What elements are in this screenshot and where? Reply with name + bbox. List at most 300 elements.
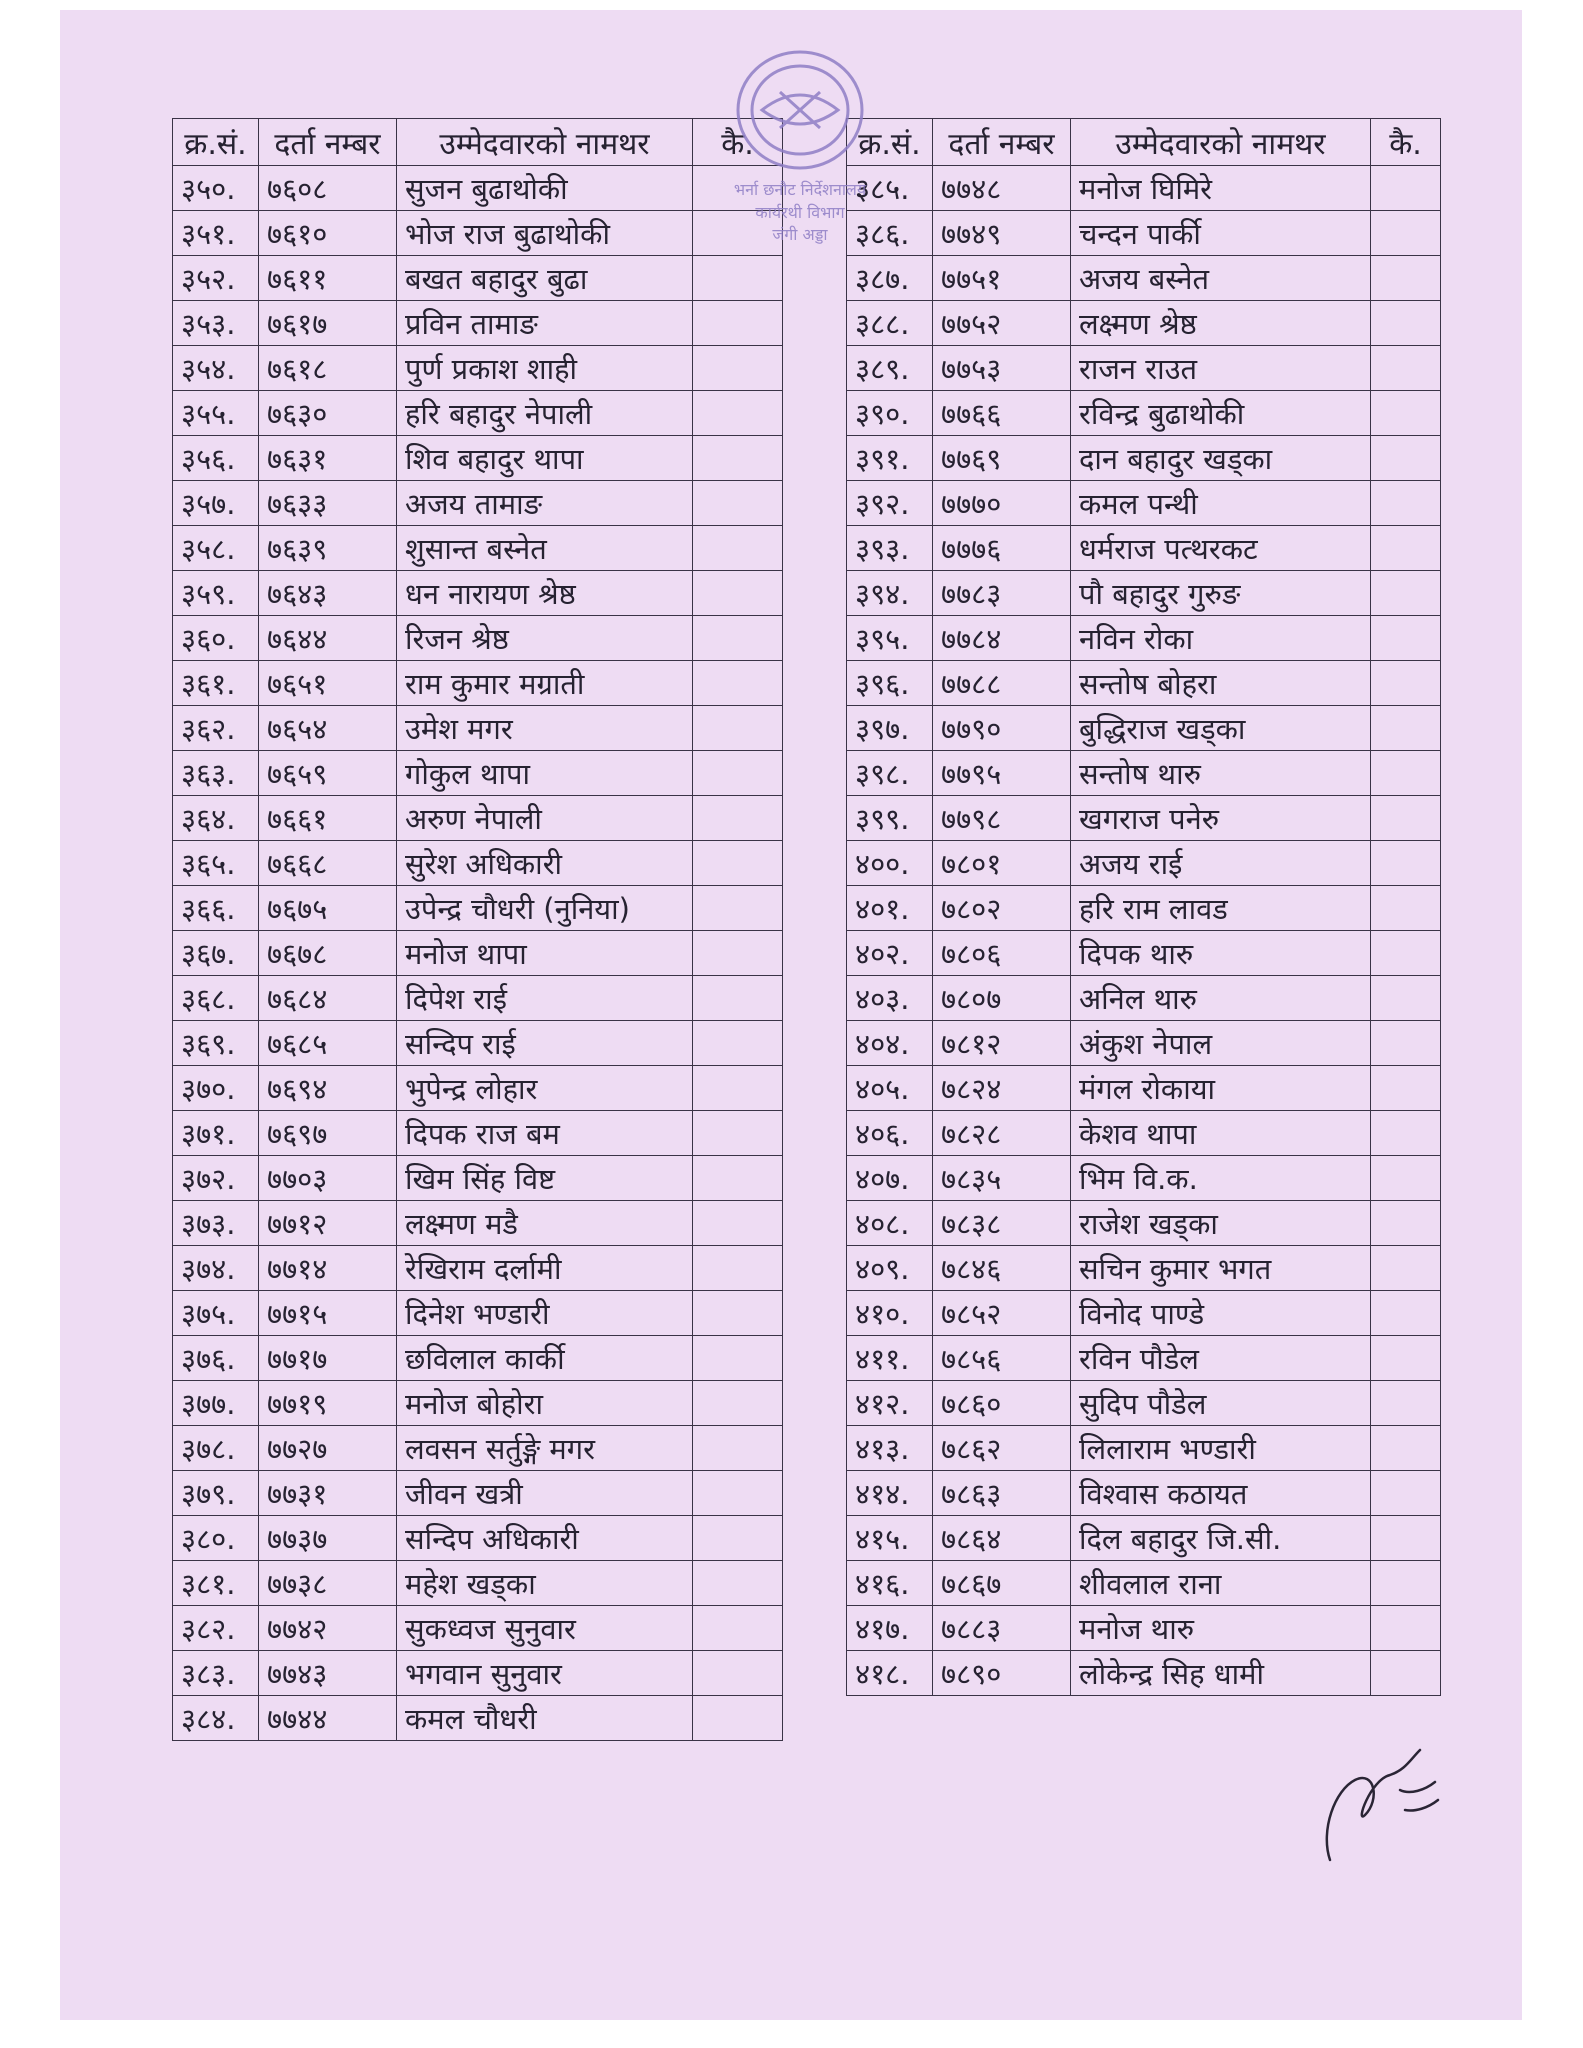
serial-number-cell: ४१४.	[847, 1471, 933, 1516]
serial-number-cell: ३८८.	[847, 301, 933, 346]
serial-number-cell: ३५५.	[173, 391, 259, 436]
registration-number-cell: ७८५२	[933, 1291, 1071, 1336]
serial-number-cell: ३७४.	[173, 1246, 259, 1291]
candidate-name-cell: प्रविन तामाङ	[397, 301, 693, 346]
registration-number-cell: ७८३८	[933, 1201, 1071, 1246]
registration-number-cell: ७७१४	[259, 1246, 397, 1291]
table-row	[173, 391, 783, 436]
registration-number-cell: ७७९०	[933, 706, 1071, 751]
table-row	[173, 571, 783, 616]
remarks-cell	[693, 1471, 783, 1516]
serial-number-cell: ४१३.	[847, 1426, 933, 1471]
serial-number-cell: ४१७.	[847, 1606, 933, 1651]
serial-number-cell: ३९२.	[847, 481, 933, 526]
registration-number-cell: ७६८५	[259, 1021, 397, 1066]
table-row	[173, 931, 783, 976]
remarks-cell	[1371, 1561, 1441, 1606]
table-row	[847, 1201, 1441, 1246]
candidate-table-left	[172, 118, 783, 1741]
candidate-name-cell: सन्दिप अधिकारी	[397, 1516, 693, 1561]
registration-number-cell: ७६५४	[259, 706, 397, 751]
candidate-name-cell: भुपेन्द्र लोहार	[397, 1066, 693, 1111]
serial-number-cell: ४०४.	[847, 1021, 933, 1066]
table-row	[173, 1381, 783, 1426]
serial-number-cell: ३७१.	[173, 1111, 259, 1156]
remarks-cell	[693, 391, 783, 436]
registration-number-cell: ७७२७	[259, 1426, 397, 1471]
candidate-name-cell: धर्मराज पत्थरकट	[1071, 526, 1371, 571]
registration-number-cell: ७७१७	[259, 1336, 397, 1381]
registration-number-cell: ७८०७	[933, 976, 1071, 1021]
serial-number-cell: ४०६.	[847, 1111, 933, 1156]
remarks-cell	[1371, 166, 1441, 211]
table-row	[847, 1021, 1441, 1066]
remarks-cell	[1371, 571, 1441, 616]
remarks-cell	[1371, 1156, 1441, 1201]
serial-number-cell: ४०१.	[847, 886, 933, 931]
serial-number-cell: ३५१.	[173, 211, 259, 256]
remarks-cell	[1371, 931, 1441, 976]
table-row	[847, 1111, 1441, 1156]
registration-number-cell: ७८०६	[933, 931, 1071, 976]
remarks-cell	[693, 841, 783, 886]
serial-number-cell: ३९४.	[847, 571, 933, 616]
remarks-cell	[1371, 1021, 1441, 1066]
serial-number-cell: ४०७.	[847, 1156, 933, 1201]
table-row	[847, 1516, 1441, 1561]
remarks-cell	[1371, 391, 1441, 436]
candidate-name-cell: रेखिराम दर्लामी	[397, 1246, 693, 1291]
candidate-name-cell: नविन रोका	[1071, 616, 1371, 661]
registration-number-cell: ७७६९	[933, 436, 1071, 481]
remarks-cell	[693, 1246, 783, 1291]
table-row	[847, 301, 1441, 346]
table-row	[847, 796, 1441, 841]
header-remarks: कै.	[693, 119, 783, 166]
table-row	[173, 1021, 783, 1066]
remarks-cell	[1371, 1516, 1441, 1561]
remarks-cell	[693, 616, 783, 661]
table-row	[173, 1426, 783, 1471]
candidate-name-cell: विश्वास कठायत	[1071, 1471, 1371, 1516]
candidate-name-cell: रिजन श्रेष्ठ	[397, 616, 693, 661]
candidate-name-cell: विनोद पाण्डे	[1071, 1291, 1371, 1336]
candidate-name-cell: खगराज पनेरु	[1071, 796, 1371, 841]
candidate-name-cell: उमेश मगर	[397, 706, 693, 751]
table-row	[173, 886, 783, 931]
serial-number-cell: ३८५.	[847, 166, 933, 211]
candidate-name-cell: मनोज बोहोरा	[397, 1381, 693, 1426]
remarks-cell	[693, 256, 783, 301]
serial-number-cell: ३८७.	[847, 256, 933, 301]
registration-number-cell: ७७५२	[933, 301, 1071, 346]
remarks-cell	[693, 1021, 783, 1066]
table-row	[173, 211, 783, 256]
candidate-name-cell: दिपक थारु	[1071, 931, 1371, 976]
table-row	[173, 1111, 783, 1156]
table-row	[173, 526, 783, 571]
table-body-right	[847, 166, 1441, 1696]
candidate-name-cell: केशव थापा	[1071, 1111, 1371, 1156]
serial-number-cell: ३९८.	[847, 751, 933, 796]
table-row	[847, 1561, 1441, 1606]
serial-number-cell: ४०२.	[847, 931, 933, 976]
table-row	[847, 1381, 1441, 1426]
remarks-cell	[693, 1651, 783, 1696]
registration-number-cell: ७८२४	[933, 1066, 1071, 1111]
serial-number-cell: ४०९.	[847, 1246, 933, 1291]
table-row	[173, 1561, 783, 1606]
candidate-name-cell: लवसन सर्तुङ्गे मगर	[397, 1426, 693, 1471]
remarks-cell	[1371, 661, 1441, 706]
table-row	[173, 616, 783, 661]
registration-number-cell: ७६७८	[259, 931, 397, 976]
table-row	[847, 391, 1441, 436]
candidate-name-cell: सन्दिप राई	[397, 1021, 693, 1066]
table-row	[173, 1246, 783, 1291]
registration-number-cell: ७७१२	[259, 1201, 397, 1246]
registration-number-cell: ७७९५	[933, 751, 1071, 796]
svg-text:जंगी अड्डा: जंगी अड्डा	[772, 225, 828, 244]
candidate-name-cell: सुकध्वज सुनुवार	[397, 1606, 693, 1651]
serial-number-cell: ३९०.	[847, 391, 933, 436]
table-row	[847, 1336, 1441, 1381]
candidate-name-cell: अजय बस्नेत	[1071, 256, 1371, 301]
candidate-name-cell: लोकेन्द्र सिह धामी	[1071, 1651, 1371, 1696]
serial-number-cell: ४११.	[847, 1336, 933, 1381]
candidate-name-cell: भगवान सुनुवार	[397, 1651, 693, 1696]
serial-number-cell: ३९१.	[847, 436, 933, 481]
serial-number-cell: ३६७.	[173, 931, 259, 976]
candidate-name-cell: छविलाल कार्की	[397, 1336, 693, 1381]
remarks-cell	[1371, 841, 1441, 886]
registration-number-cell: ७७५३	[933, 346, 1071, 391]
registration-number-cell: ७६६८	[259, 841, 397, 886]
remarks-cell	[693, 436, 783, 481]
table-row	[173, 1156, 783, 1201]
registration-number-cell: ७८६३	[933, 1471, 1071, 1516]
table-row	[847, 571, 1441, 616]
candidate-name-cell: सन्तोष बोहरा	[1071, 661, 1371, 706]
registration-number-cell: ७७१९	[259, 1381, 397, 1426]
candidate-name-cell: मंगल रोकाया	[1071, 1066, 1371, 1111]
registration-number-cell: ७६३३	[259, 481, 397, 526]
remarks-cell	[693, 1111, 783, 1156]
table-row	[847, 526, 1441, 571]
registration-number-cell: ७७४३	[259, 1651, 397, 1696]
serial-number-cell: ४१५.	[847, 1516, 933, 1561]
registration-number-cell: ७८५६	[933, 1336, 1071, 1381]
registration-number-cell: ७७८४	[933, 616, 1071, 661]
remarks-cell	[1371, 1291, 1441, 1336]
serial-number-cell: ३८४.	[173, 1696, 259, 1741]
registration-number-cell: ७६५९	[259, 751, 397, 796]
remarks-cell	[693, 976, 783, 1021]
registration-number-cell: ७८०२	[933, 886, 1071, 931]
candidate-name-cell: अनिल थारु	[1071, 976, 1371, 1021]
registration-number-cell: ७६३०	[259, 391, 397, 436]
remarks-cell	[693, 1156, 783, 1201]
candidate-name-cell: अंकुश नेपाल	[1071, 1021, 1371, 1066]
registration-number-cell: ७७७६	[933, 526, 1071, 571]
serial-number-cell: ४०८.	[847, 1201, 933, 1246]
table-row	[173, 1066, 783, 1111]
serial-number-cell: ३५३.	[173, 301, 259, 346]
table-row	[847, 1471, 1441, 1516]
serial-number-cell: ३९६.	[847, 661, 933, 706]
remarks-cell	[693, 1291, 783, 1336]
table-row	[173, 436, 783, 481]
serial-number-cell: ३८६.	[847, 211, 933, 256]
remarks-cell	[1371, 706, 1441, 751]
table-row	[173, 1201, 783, 1246]
candidate-name-cell: दिनेश भण्डारी	[397, 1291, 693, 1336]
serial-number-cell: ३५०.	[173, 166, 259, 211]
table-row	[847, 1426, 1441, 1471]
registration-number-cell: ७६९४	[259, 1066, 397, 1111]
table-row	[847, 976, 1441, 1021]
candidate-name-cell: हरि राम लावड	[1071, 886, 1371, 931]
table-row	[847, 481, 1441, 526]
remarks-cell	[1371, 211, 1441, 256]
registration-number-cell: ७६३९	[259, 526, 397, 571]
serial-number-cell: ३८१.	[173, 1561, 259, 1606]
header-remarks: कै.	[1371, 119, 1441, 166]
candidate-name-cell: मनोज थारु	[1071, 1606, 1371, 1651]
candidate-name-cell: महेश खड्का	[397, 1561, 693, 1606]
remarks-cell	[1371, 1381, 1441, 1426]
table-row	[847, 1066, 1441, 1111]
remarks-cell	[1371, 346, 1441, 391]
registration-number-cell: ७८६२	[933, 1426, 1071, 1471]
registration-number-cell: ७७०३	[259, 1156, 397, 1201]
remarks-cell	[1371, 751, 1441, 796]
serial-number-cell: ३६३.	[173, 751, 259, 796]
svg-text:भर्ना छनौट निर्देशनालय: भर्ना छनौट निर्देशनालय	[733, 180, 867, 199]
serial-number-cell: ४१६.	[847, 1561, 933, 1606]
remarks-cell	[1371, 1471, 1441, 1516]
candidate-name-cell: कमल पन्थी	[1071, 481, 1371, 526]
candidate-name-cell: पौ बहादुर गुरुङ	[1071, 571, 1371, 616]
registration-number-cell: ७७३८	[259, 1561, 397, 1606]
candidate-name-cell: शुसान्त बस्नेत	[397, 526, 693, 571]
candidate-name-cell: कमल चौधरी	[397, 1696, 693, 1741]
registration-number-cell: ७७४२	[259, 1606, 397, 1651]
registration-number-cell: ७८६४	[933, 1516, 1071, 1561]
registration-number-cell: ७६४३	[259, 571, 397, 616]
registration-number-cell: ७८२८	[933, 1111, 1071, 1156]
remarks-cell	[693, 1201, 783, 1246]
serial-number-cell: ३८०.	[173, 1516, 259, 1561]
header-serial: क्र.सं.	[173, 119, 259, 166]
official-seal	[700, 40, 900, 260]
header-registration: दर्ता नम्बर	[933, 119, 1071, 166]
candidate-table-right	[846, 118, 1441, 1696]
table-row	[173, 1651, 783, 1696]
registration-number-cell: ७८६०	[933, 1381, 1071, 1426]
serial-number-cell: ३७६.	[173, 1336, 259, 1381]
remarks-cell	[693, 1516, 783, 1561]
candidate-name-cell: दिपक राज बम	[397, 1111, 693, 1156]
table-row	[173, 346, 783, 391]
candidate-name-cell: उपेन्द्र चौधरी (नुनिया)	[397, 886, 693, 931]
registration-number-cell: ७८९०	[933, 1651, 1071, 1696]
registration-number-cell: ७७१५	[259, 1291, 397, 1336]
serial-number-cell: ३९९.	[847, 796, 933, 841]
remarks-cell	[1371, 256, 1441, 301]
serial-number-cell: ४१०.	[847, 1291, 933, 1336]
candidate-name-cell: शीवलाल राना	[1071, 1561, 1371, 1606]
serial-number-cell: ४१२.	[847, 1381, 933, 1426]
registration-number-cell: ७७७०	[933, 481, 1071, 526]
table-row	[847, 1156, 1441, 1201]
table-row	[847, 436, 1441, 481]
remarks-cell	[1371, 976, 1441, 1021]
candidate-name-cell: शिव बहादुर थापा	[397, 436, 693, 481]
remarks-cell	[1371, 526, 1441, 571]
remarks-cell	[1371, 616, 1441, 661]
remarks-cell	[1371, 886, 1441, 931]
registration-number-cell: ७६९७	[259, 1111, 397, 1156]
serial-number-cell: ३६०.	[173, 616, 259, 661]
candidate-name-cell: मनोज थापा	[397, 931, 693, 976]
serial-number-cell: ३५७.	[173, 481, 259, 526]
candidate-name-cell: अरुण नेपाली	[397, 796, 693, 841]
candidate-name-cell: सुजन बुढाथोकी	[397, 166, 693, 211]
header-serial: क्र.सं.	[847, 119, 933, 166]
registration-number-cell: ७७५१	[933, 256, 1071, 301]
table-header-row	[847, 119, 1441, 166]
remarks-cell	[693, 931, 783, 976]
candidate-name-cell: चन्दन पार्की	[1071, 211, 1371, 256]
remarks-cell	[693, 751, 783, 796]
candidate-name-cell: सचिन कुमार भगत	[1071, 1246, 1371, 1291]
candidate-name-cell: रविन्द्र बुढाथोकी	[1071, 391, 1371, 436]
serial-number-cell: ३८९.	[847, 346, 933, 391]
table-row	[847, 706, 1441, 751]
table-row	[847, 886, 1441, 931]
candidate-name-cell: अजय राई	[1071, 841, 1371, 886]
registration-number-cell: ७८४६	[933, 1246, 1071, 1291]
candidate-name-cell: भोज राज बुढाथोकी	[397, 211, 693, 256]
registration-number-cell: ७६६१	[259, 796, 397, 841]
remarks-cell	[693, 1696, 783, 1741]
registration-number-cell: ७६०८	[259, 166, 397, 211]
table-row	[173, 166, 783, 211]
table-row	[173, 1606, 783, 1651]
remarks-cell	[693, 1336, 783, 1381]
table-row	[173, 1696, 783, 1741]
serial-number-cell: ३५२.	[173, 256, 259, 301]
table-row	[173, 661, 783, 706]
candidate-name-cell: अजय तामाङ	[397, 481, 693, 526]
serial-number-cell: ३६९.	[173, 1021, 259, 1066]
serial-number-cell: ३७३.	[173, 1201, 259, 1246]
candidate-name-cell: गोकुल थापा	[397, 751, 693, 796]
remarks-cell	[1371, 436, 1441, 481]
registration-number-cell: ७६७५	[259, 886, 397, 931]
registration-number-cell: ७७९८	[933, 796, 1071, 841]
remarks-cell	[1371, 1111, 1441, 1156]
svg-text:कार्यरथी विभाग: कार्यरथी विभाग	[755, 203, 845, 222]
remarks-cell	[1371, 301, 1441, 346]
candidate-name-cell: सन्तोष थारु	[1071, 751, 1371, 796]
table-row	[173, 301, 783, 346]
table-row	[847, 211, 1441, 256]
table-row	[847, 1291, 1441, 1336]
remarks-cell	[1371, 1066, 1441, 1111]
table-row	[173, 1336, 783, 1381]
remarks-cell	[1371, 1336, 1441, 1381]
serial-number-cell: ३६६.	[173, 886, 259, 931]
registration-number-cell: ७६१७	[259, 301, 397, 346]
remarks-cell	[1371, 1606, 1441, 1651]
header-name: उम्मेदवारको नामथर	[1071, 119, 1371, 166]
candidate-name-cell: दिल बहादुर जि.सी.	[1071, 1516, 1371, 1561]
candidate-name-cell: लिलाराम भण्डारी	[1071, 1426, 1371, 1471]
remarks-cell	[1371, 481, 1441, 526]
serial-number-cell: ३९७.	[847, 706, 933, 751]
table-row	[847, 1606, 1441, 1651]
registration-number-cell: ७७८८	[933, 661, 1071, 706]
registration-number-cell: ७६१८	[259, 346, 397, 391]
serial-number-cell: ३७८.	[173, 1426, 259, 1471]
registration-number-cell: ७६८४	[259, 976, 397, 1021]
registration-number-cell: ७७८३	[933, 571, 1071, 616]
serial-number-cell: ३७९.	[173, 1471, 259, 1516]
serial-number-cell: ३७५.	[173, 1291, 259, 1336]
remarks-cell	[693, 706, 783, 751]
serial-number-cell: ४०३.	[847, 976, 933, 1021]
candidate-name-cell: दान बहादुर खड्का	[1071, 436, 1371, 481]
registration-number-cell: ७६५१	[259, 661, 397, 706]
registration-number-cell: ७८०१	[933, 841, 1071, 886]
remarks-cell	[693, 1381, 783, 1426]
table-row	[847, 166, 1441, 211]
candidate-name-cell: रविन पौडेल	[1071, 1336, 1371, 1381]
serial-number-cell: ४०५.	[847, 1066, 933, 1111]
table-row	[847, 256, 1441, 301]
header-name: उम्मेदवारको नामथर	[397, 119, 693, 166]
registration-number-cell: ७८८३	[933, 1606, 1071, 1651]
table-row	[173, 976, 783, 1021]
candidate-name-cell: खिम सिंह विष्ट	[397, 1156, 693, 1201]
table-row	[847, 751, 1441, 796]
table-row	[173, 751, 783, 796]
remarks-cell	[693, 481, 783, 526]
candidate-name-cell: राजेश खड्का	[1071, 1201, 1371, 1246]
table-row	[847, 661, 1441, 706]
remarks-cell	[1371, 1426, 1441, 1471]
table-body-left	[173, 166, 783, 1741]
candidate-name-cell: राम कुमार मग्राती	[397, 661, 693, 706]
remarks-cell	[693, 1606, 783, 1651]
remarks-cell	[1371, 796, 1441, 841]
table-row	[847, 1246, 1441, 1291]
remarks-cell	[693, 661, 783, 706]
candidate-name-cell: सुदिप पौडेल	[1071, 1381, 1371, 1426]
serial-number-cell: ३७०.	[173, 1066, 259, 1111]
registration-number-cell: ७७६६	[933, 391, 1071, 436]
candidate-name-cell: धन नारायण श्रेष्ठ	[397, 571, 693, 616]
serial-number-cell: ३८३.	[173, 1651, 259, 1696]
header-registration: दर्ता नम्बर	[259, 119, 397, 166]
candidate-name-cell: बखत बहादुर बुढा	[397, 256, 693, 301]
candidate-name-cell: सुरेश अधिकारी	[397, 841, 693, 886]
table-row	[847, 1651, 1441, 1696]
serial-number-cell: ३५४.	[173, 346, 259, 391]
candidate-name-cell: हरि बहादुर नेपाली	[397, 391, 693, 436]
